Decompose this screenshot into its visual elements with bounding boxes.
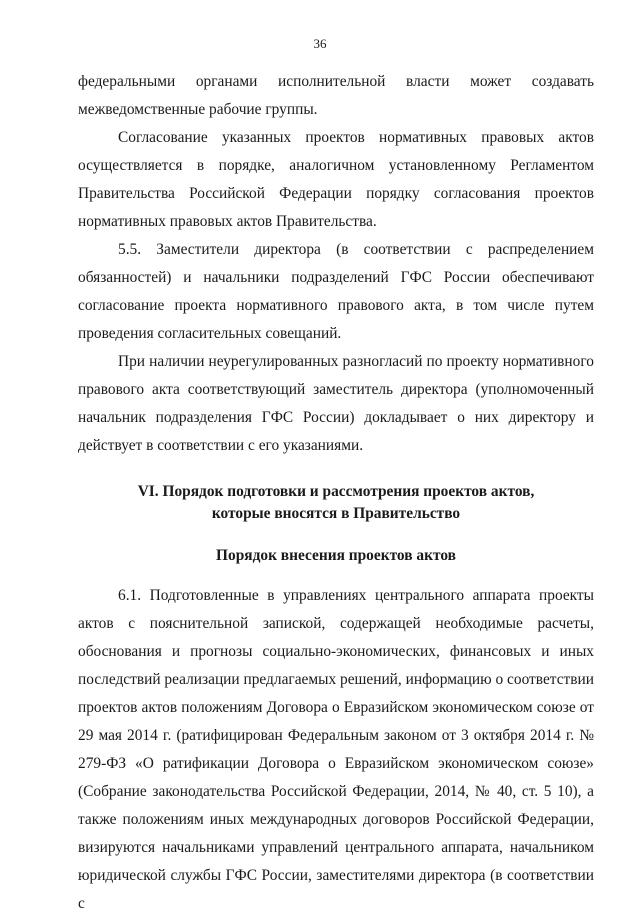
paragraph-continuation: федеральными органами исполнительной власти может создавать межведомственные рабочие группы.	[78, 73, 594, 118]
paragraph-6-1: 6.1. Подготовленные в управлениях центрального аппарата проекты актов с пояснительной запиской, содержащей необходимые расчеты, обоснования и прогнозы социально-экономических, финансовых и иных последствий реализации предлагаемых решений, информацию о соответствии проектов актов положениям Договора о Евразийском экономическом союзе от 29 мая 2014 г. (ратифицирован Федеральным законом от 3 октября 2014 г. № 279-ФЗ «О ратификации Договора о Евразийском экономическом союзе» (Собрание законодательства Российской Федерации, 2014, № 40, ст. 5 10), а также положениям иных международных договоров Российской Федерации, визируются начальниками управлений центрального аппарата, начальником юридической службы ГФС России, заместителями директора (в соответствии с	[78, 587, 594, 912]
subsection-heading: Порядок внесения проектов актов	[216, 547, 456, 564]
section-heading-line-2: которые вносятся в Правительство	[211, 505, 461, 522]
section-heading	[78, 481, 594, 525]
document-body	[78, 68, 594, 918]
page-number: 36	[313, 36, 327, 51]
paragraph-disagreements: При наличии неурегулированных разногласий по проекту нормативного правового акта соответствующий заместитель директора (уполномоченный начальник подразделения ГФС России) докладывает о них директору и действует в соответствии с его указаниями.	[78, 353, 594, 454]
paragraph-approval: Согласование указанных проектов нормативных правовых актов осуществляется в порядке, аналогичном установленному Регламентом Правительства Российской Федерации порядку согласования проектов нормативных правовых актов Правительства.	[78, 129, 594, 230]
paragraph-5-5: 5.5. Заместители директора (в соответствии с распределением обязанностей) и начальники подразделений ГФС России обеспечивают согласование проекта нормативного правового акта, в том числе путем проведения согласительных совещаний.	[78, 241, 594, 342]
section-heading-line-1: VI. Порядок подготовки и рассмотрения проектов актов,	[137, 483, 535, 500]
